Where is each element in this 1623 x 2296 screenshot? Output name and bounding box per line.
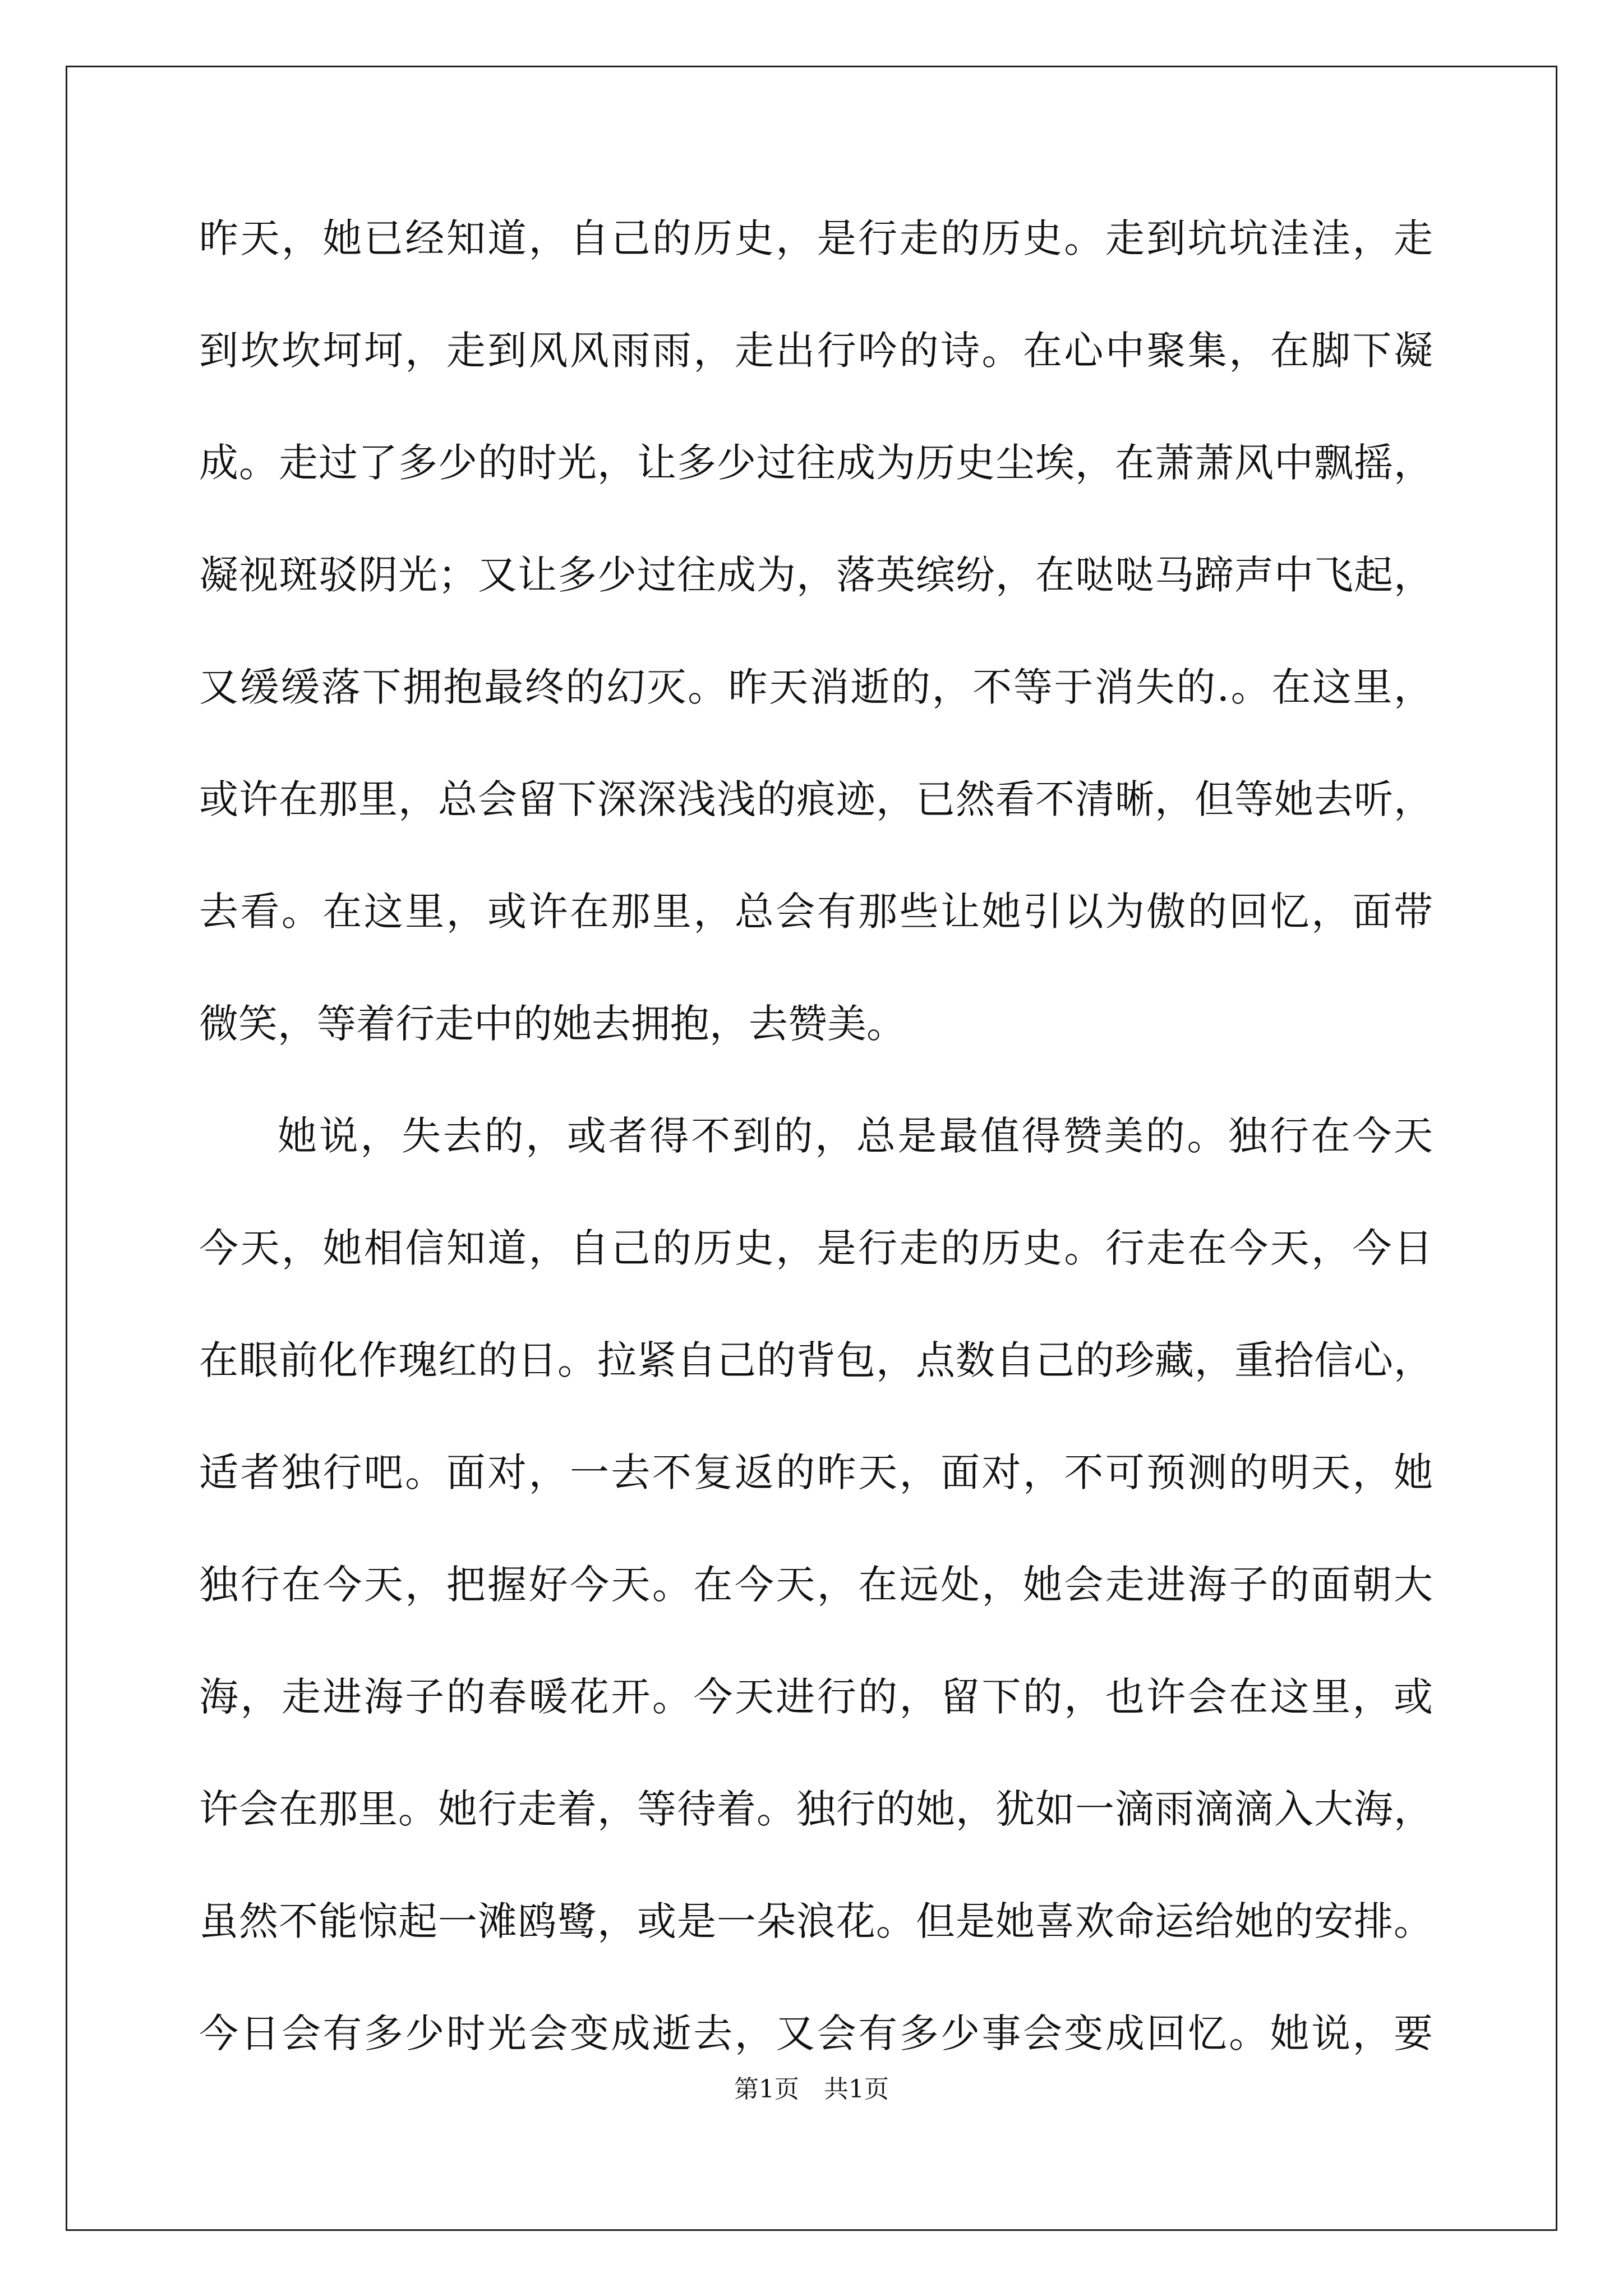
text-line: 在眼前化作瑰红的日。拉紧自己的背包，点数自己的珍藏，重拾信心，	[199, 1337, 1433, 1383]
text-line: 又缓缓落下拥抱最终的幻灭。昨天消逝的，不等于消失的.。在这里，	[199, 664, 1433, 710]
text-line: 海，走进海子的春暖花开。今天进行的，留下的，也许会在这里，或	[199, 1674, 1433, 1720]
text-line: 许会在那里。她行走着，等待着。独行的她，犹如一滴雨滴滴入大海，	[199, 1786, 1433, 1832]
text-line: 她说，失去的，或者得不到的，总是最值得赞美的。独行在今天	[278, 1113, 1433, 1159]
text-line: 到坎坎坷坷，走到风风雨雨，走出行吟的诗。在心中聚集，在脚下凝	[199, 328, 1433, 374]
document-body	[199, 216, 1433, 2123]
text-line: 去看。在这里，或许在那里，总会有那些让她引以为傲的回忆，面带	[199, 889, 1433, 935]
text-line: 成。走过了多少的时光，让多少过往成为历史尘埃，在萧萧风中飘摇，	[199, 440, 1433, 486]
text-line: 或许在那里，总会留下深深浅浅的痕迹，已然看不清晰，但等她去听，	[199, 776, 1433, 822]
text-line: 微笑，等着行走中的她去拥抱，去赞美。	[199, 1001, 906, 1047]
text-line: 昨天，她已经知道，自己的历史，是行走的历史。走到坑坑洼洼，走	[199, 215, 1433, 261]
page-number-footer: 第1页 共1页	[734, 2075, 889, 2104]
text-line: 虽然不能惊起一滩鸥鹭，或是一朵浪花。但是她喜欢命运给她的安排。	[199, 1898, 1433, 1944]
text-line: 今天，她相信知道，自己的历史，是行走的历史。行走在今天，今日	[199, 1225, 1433, 1271]
text-line: 今日会有多少时光会变成逝去，又会有多少事会变成回忆。她说，要	[199, 2010, 1433, 2056]
text-line: 适者独行吧。面对，一去不复返的昨天，面对，不可预测的明天，她	[199, 1450, 1433, 1496]
text-line: 独行在今天，把握好今天。在今天，在远处，她会走进海子的面朝大	[199, 1562, 1433, 1608]
text-line: 凝视斑驳阴光；又让多少过往成为，落英缤纷，在哒哒马蹄声中飞起，	[199, 552, 1433, 598]
